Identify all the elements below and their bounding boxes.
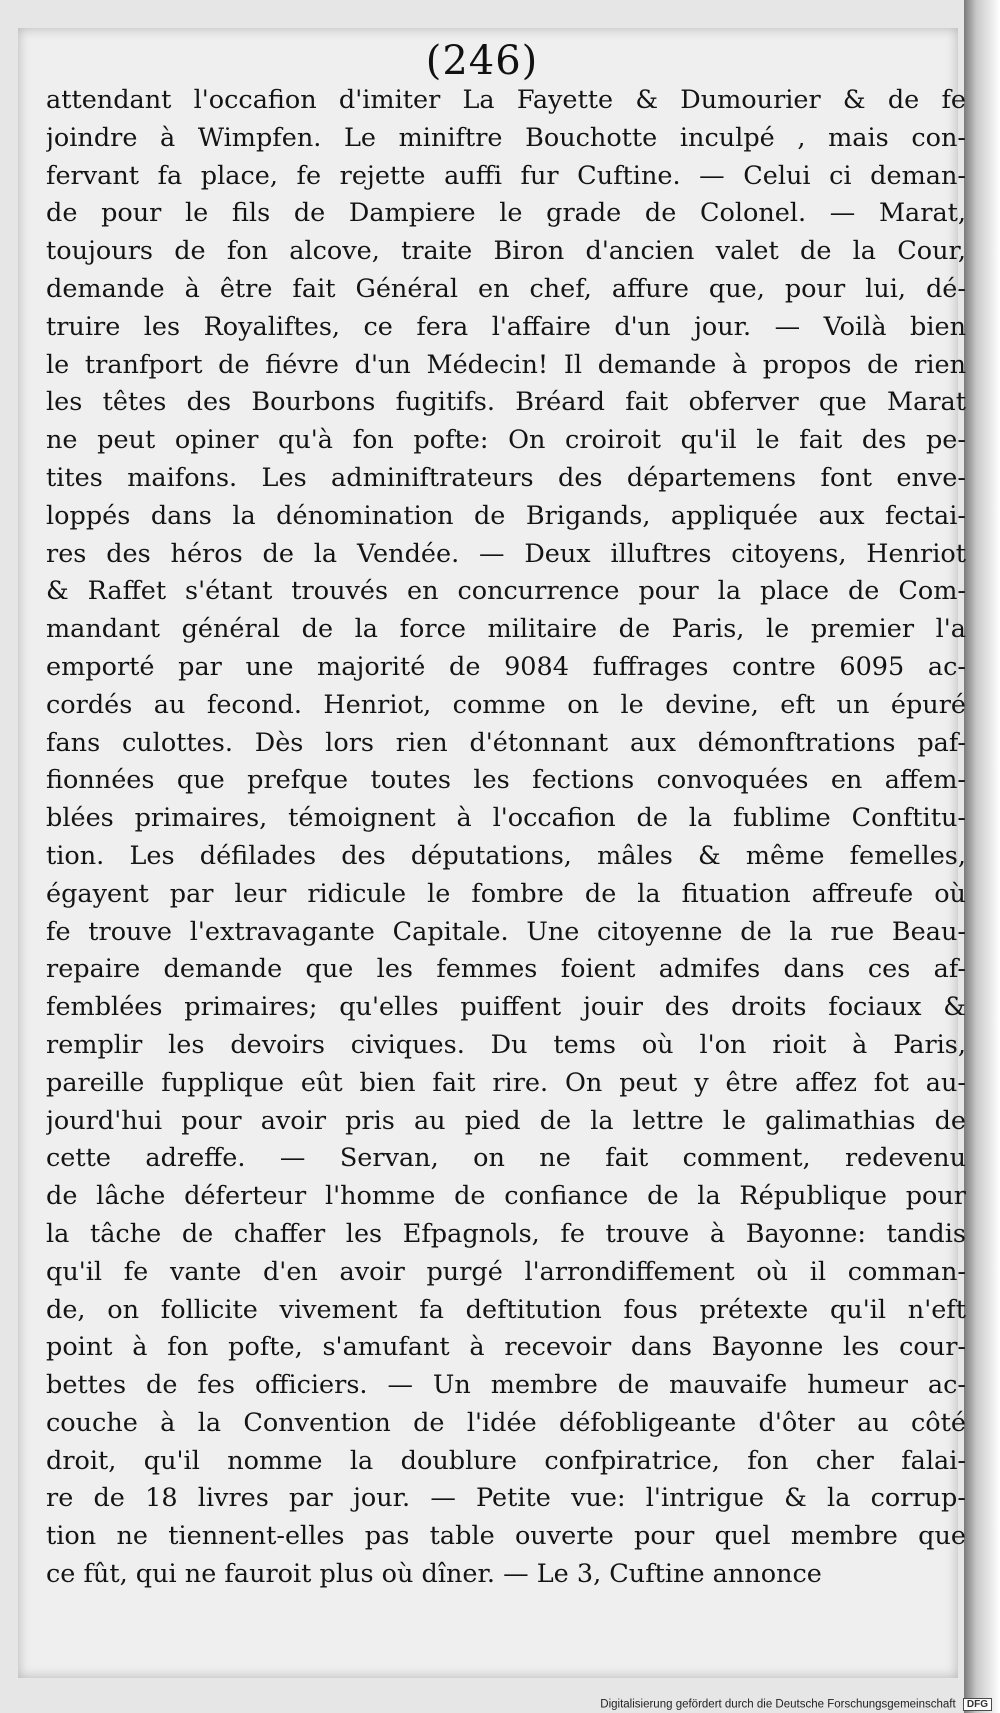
text-line: attendant l'occafion d'imiter La Fayette & Dumourier & de fe [46,85,966,115]
text-line: qu'il fe vante d'en avoir purgé l'arrondiffement où il comman- [46,1256,966,1287]
text-line: ce fût, qui ne fauroit plus où dîner. — Le 3, Cuftine annonce [46,1559,822,1590]
text-line: les têtes des Bourbons fugitifs. Bréard fait obferver que Marat [46,387,966,418]
text-line: la tâche de chaffer les Efpagnols, fe trouve à Bayonne: tandis [46,1218,966,1249]
text-line: droit, qu'il nomme la doublure confpiratrice, fon cher falai- [46,1445,966,1476]
text-line: fe trouve l'extravagante Capitale. Une citoyenne de la rue Beau- [46,916,966,947]
text-line: femblées primaires; qu'elles puiffent jouir des droits fociaux & [46,992,966,1023]
text-line: de, on follicite vivement fa deftitution fous prétexte qu'il n'eft [46,1294,966,1325]
text-line: & Raffet s'étant trouvés en concurrence pour la place de Com- [46,576,966,607]
text-line: point à fon pofte, s'amufant à recevoir dans Bayonne les cour- [46,1332,966,1363]
credit-text: Digitalisierung gefördert durch die Deutsche Forschungsgemeinschaft [600,1698,956,1711]
text-line: tites maifons. Les adminiftrateurs des départemens font enve- [46,462,966,493]
text-line: toujours de fon alcove, traite Biron d'ancien valet de la Cour, [46,236,966,267]
text-line: remplir les devoirs civiques. Du tems où l'on rioit à Paris, [46,1029,966,1060]
binding-shadow [964,0,1000,1713]
text-line: truire les Royaliftes, ce fera l'affaire d'un jour. — Voilà bien [46,311,966,342]
dfg-logo: DFG [963,1698,992,1711]
text-line: joindre à Wimpfen. Le miniftre Bouchotte inculpé , mais con- [46,122,966,153]
text-line: fionnées que prefque toutes les fections convoquées en affem- [46,765,966,796]
text-line: de pour le fils de Dampiere le grade de Colonel. — Marat, [46,198,966,229]
text-line: couche à la Convention de l'idée défobligeante d'ôter au côté [46,1407,966,1438]
text-line: re de 18 livres par jour. — Petite vue: l'intrigue & la corrup- [46,1483,966,1514]
text-line: demande à être fait Général en chef, affure que, pour lui, dé- [46,273,966,304]
text-line: res des héros de la Vendée. — Deux illuftres citoyens, Henriot [46,538,966,569]
body-text [46,82,966,1594]
text-line: bettes de fes officiers. — Un membre de mauvaife humeur ac- [46,1370,966,1401]
text-line: pareille fupplique eût bien fait rire. On peut y être affez fot au- [46,1067,966,1098]
digitization-credit [600,1698,992,1711]
text-line: mandant général de la force militaire de Paris, le premier l'a [46,614,966,645]
page-number: (246) [425,38,539,84]
text-line: emporté par une majorité de 9084 fuffrages contre 6095 ac- [46,651,966,682]
text-line: fervant fa place, fe rejette auffi fur Cuftine. — Celui ci deman- [46,160,966,191]
text-line: égayent par leur ridicule le fombre de la fituation affreufe où [46,878,966,909]
text-line: cette adreffe. — Servan, on ne fait comment, redevenu [46,1143,966,1174]
text-line: cordés au fecond. Henriot, comme on le devine, eft un épuré [46,689,966,720]
text-line: fans culottes. Dès lors rien d'étonnant aux démonftrations paf- [46,727,966,758]
text-line: tion ne tiennent-elles pas table ouverte pour quel membre que [46,1521,966,1552]
text-line: de lâche déferteur l'homme de confiance de la République pour [46,1181,966,1212]
text-line: repaire demande que les femmes foient admifes dans ces af- [46,954,966,985]
text-line: blées primaires, témoignent à l'occafion de la fublime Conftitu- [46,803,966,834]
text-line: loppés dans la dénomination de Brigands, appliquée aux fectai- [46,500,966,531]
text-line: jourd'hui pour avoir pris au pied de la lettre le galimathias de [46,1105,966,1136]
text-line: ne peut opiner qu'à fon pofte: On croiroit qu'il le fait des pe- [46,425,966,456]
text-line: tion. Les défilades des députations, mâles & même femelles, [46,840,966,871]
text-line: le tranfport de fiévre d'un Médecin! Il demande à propos de rien [46,349,966,380]
